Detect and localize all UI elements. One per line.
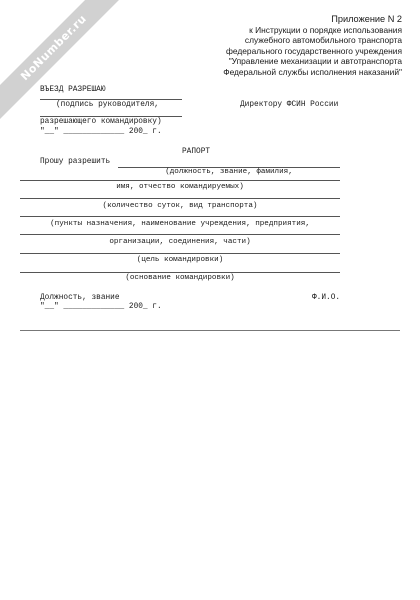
appendix-line: к Инструкции о порядке использования <box>249 24 402 35</box>
organization-line <box>20 234 340 235</box>
name-line <box>20 180 340 181</box>
report-title: РАПОРТ <box>182 148 211 156</box>
appendix-line: федерального государственного учреждения <box>226 45 402 56</box>
caption-days-transport: (количество суток, вид транспорта) <box>102 202 258 210</box>
purpose-line <box>20 253 340 254</box>
caption-organization: организации, соединения, части) <box>109 238 251 246</box>
addressee: Директору ФСИН России <box>240 101 339 109</box>
signature-date: "__" _____________ 200_ г. <box>40 303 162 311</box>
appendix-header <box>223 14 402 78</box>
approval-line-2 <box>40 116 182 117</box>
request-text: Прошу разрешить <box>40 158 111 166</box>
approval-caption-signature: (подпись руководителя, <box>56 101 159 109</box>
basis-line <box>20 272 340 273</box>
appendix-line: "Управление механизации и автотранспорта <box>228 56 402 67</box>
approval-signature-line <box>40 99 182 100</box>
caption-position: (должность, звание, фамилия, <box>165 168 293 176</box>
appendix-line: Федеральной службы исполнения наказаний" <box>223 66 402 77</box>
approval-caption-authorizing: разрешающего командировку) <box>40 118 162 126</box>
caption-basis: (основание командировки) <box>125 274 235 282</box>
watermark: NoNumber.ru <box>0 0 126 120</box>
bottom-divider <box>20 330 400 331</box>
approval-title: ВЪЕЗД РАЗРЕШАЮ <box>40 86 106 94</box>
approval-date: "__" _____________ 200_ г. <box>40 128 162 136</box>
caption-purpose: (цель командировки) <box>136 256 224 264</box>
appendix-number: Приложение N 2 <box>331 14 402 24</box>
signature-fio: Ф.И.О. <box>312 294 341 302</box>
days-line <box>20 198 340 199</box>
caption-destination: (пункты назначения, наименование учреждения, предприятия, <box>50 220 310 228</box>
appendix-line: служебного автомобильного транспорта <box>244 35 402 46</box>
caption-name: имя, отчество командируемых) <box>116 183 244 191</box>
signature-position: Должность, звание <box>40 294 120 302</box>
points-line <box>20 216 340 217</box>
